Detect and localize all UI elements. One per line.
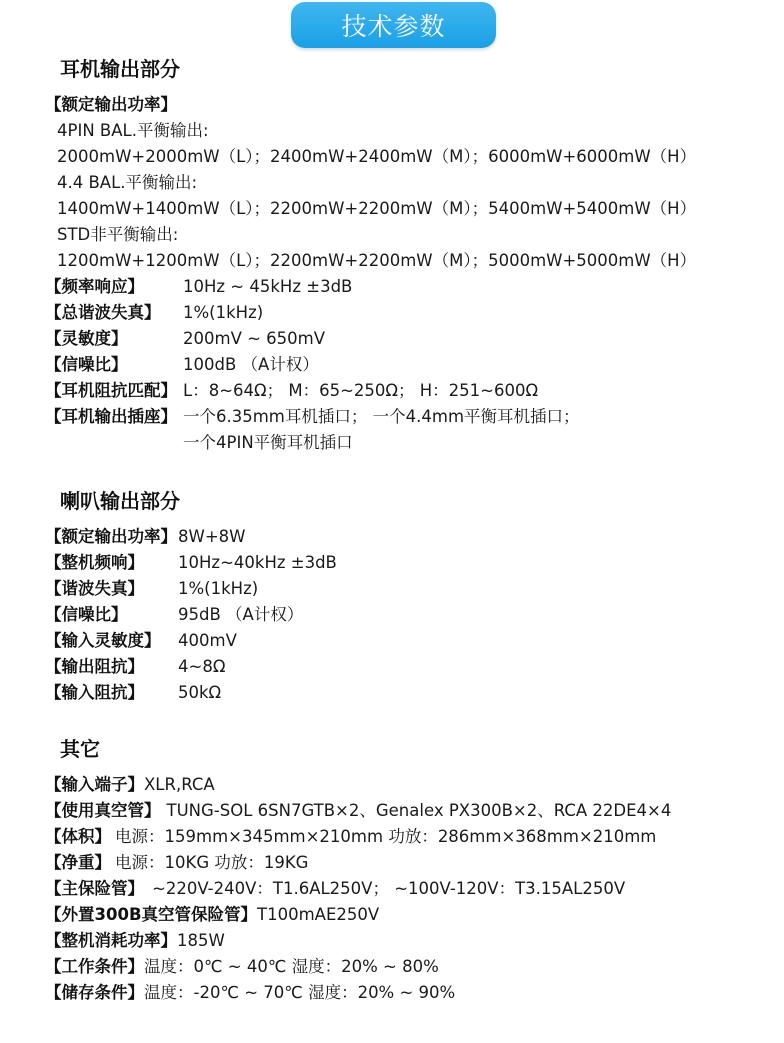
spec-row: 【谐波失真】 1%(1kHz) [45, 579, 259, 598]
spec-row: 【储存条件】温度：-20℃ ~ 70℃ 湿度：20% ~ 90% [45, 983, 456, 1002]
spec-row: 【净重】 电源：10KG 功放：19KG [45, 853, 309, 872]
spec-row: 【外置300B真空管保险管】T100mAE250V [45, 905, 380, 924]
spec-row: 【额定输出功率】8W+8W [45, 527, 246, 546]
spec-row: 【体积】 电源：159mm×345mm×210mm 功放：286mm×368mm×210mm [45, 827, 657, 846]
spec-line: 4PIN BAL.平衡输出: [57, 121, 209, 140]
spec-row: 【整机消耗功率】185W [45, 931, 225, 950]
spec-row: 【使用真空管】 TUNG-SOL 6SN7GTB×2、Genalex PX300B×2、RCA 22DE4×4 [45, 801, 672, 820]
speaker-title: 喇叭输出部分 [60, 489, 180, 513]
spec-line: 一个4PIN平衡耳机插口 [183, 433, 353, 452]
spec-line: 1200mW+1200mW（L）；2200mW+2200mW（M）；5000mW+5000mW（H） [57, 251, 697, 270]
spec-line: 2000mW+2000mW（L）；2400mW+2400mW（M）；6000mW+6000mW（H） [57, 147, 697, 166]
spec-row: 【频率响应】 10Hz ~ 45kHz ±3dB [45, 277, 353, 296]
spec-row: 【耳机阻抗匹配】 L：8~64Ω； M：65~250Ω； H：251~600Ω [45, 381, 539, 400]
spec-line: 4.4 BAL.平衡输出: [57, 173, 198, 192]
spec-row: 【主保险管】 ~220V-240V：T1.6AL250V； ~100V-120V：T3.15AL250V [45, 879, 626, 898]
other-title: 其它 [60, 737, 100, 761]
spec-row: 【输入阻抗】 50kΩ [45, 683, 222, 702]
spec-row: 【整机频响】 10Hz~40kHz ±3dB [45, 553, 337, 572]
spec-row: 【耳机输出插座】 一个6.35mm耳机插口； 一个4.4mm平衡耳机插口； [45, 407, 580, 426]
spec-row: 【信噪比】 95dB （A计权） [45, 605, 304, 624]
spec-row: 【工作条件】温度：0℃ ~ 40℃ 湿度：20% ~ 80% [45, 957, 439, 976]
section-banner [291, 2, 496, 48]
spec-row: 【输入端子】XLR,RCA [45, 775, 215, 794]
banner-title: 技术参数 [341, 12, 446, 41]
spec-line: 1400mW+1400mW（L）；2200mW+2200mW（M）；5400mW+5400mW（H） [57, 199, 697, 218]
spec-row: 【总谐波失真】 1%(1kHz) [45, 303, 264, 322]
spec-row: 【信噪比】 100dB （A计权） [45, 355, 319, 374]
spec-row: 【灵敏度】 200mV ~ 650mV [45, 329, 326, 348]
spec-row: 【输入灵敏度】 400mV [45, 631, 237, 650]
headphone-title: 耳机输出部分 [60, 57, 180, 81]
rated-power-label: 【额定输出功率】 [45, 95, 177, 114]
spec-line: STD非平衡输出: [57, 225, 179, 244]
spec-row: 【输出阻抗】 4~8Ω [45, 657, 226, 676]
